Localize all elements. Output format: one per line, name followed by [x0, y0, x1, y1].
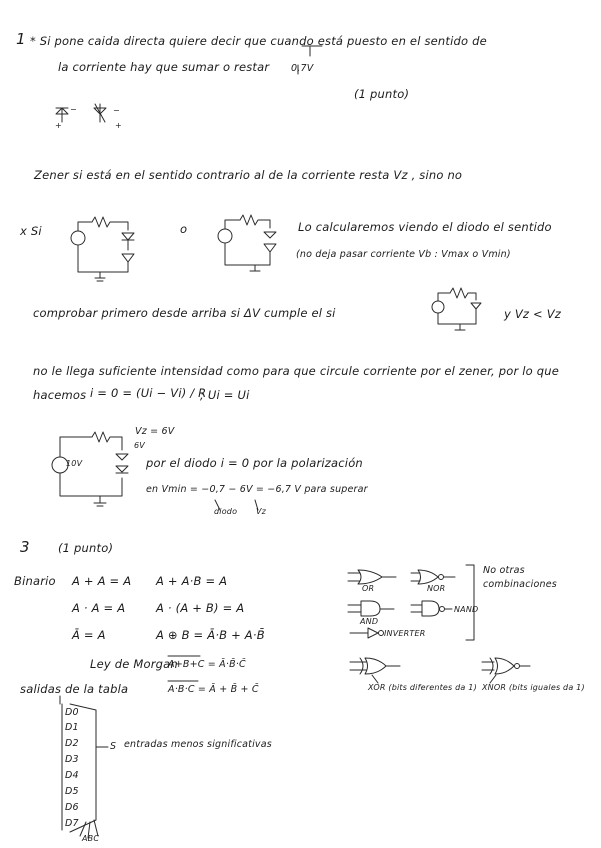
- circuit-source-label: 10V: [66, 459, 83, 468]
- diode-plus-2: +: [115, 121, 122, 130]
- comprobar-line: comprobar primero desde arriba si ΔV cumple el si: [33, 306, 336, 320]
- mux-input-d5: D5: [65, 786, 79, 797]
- mux-input-d1: D1: [65, 722, 79, 733]
- vz-condition: y Vz < Vz: [504, 307, 562, 321]
- salidas-label: salidas de la tabla: [20, 682, 129, 696]
- sub-diodo: diodo: [214, 507, 238, 516]
- eq-3a: Ā = A: [72, 628, 106, 642]
- mux-bottom-label: ABC: [82, 834, 100, 843]
- gate-or-label: OR: [362, 584, 375, 593]
- gate-inverter: [350, 628, 384, 638]
- formula-2: ; Ui = Ui: [200, 388, 250, 402]
- mux-input-d3: D3: [65, 754, 79, 765]
- mux-select-note: entradas menos significativas: [124, 739, 272, 750]
- mux-input-d4: D4: [65, 770, 79, 781]
- eq-1a: A + A = A: [72, 574, 132, 588]
- gate-xnor-label: XNOR (bits iguales da 1): [482, 683, 585, 692]
- mux-output: S: [110, 741, 117, 752]
- diode-minus-2: −: [113, 106, 120, 115]
- eq-1b: A + A·B = A: [156, 574, 228, 588]
- mux-input-d7: D7: [65, 818, 79, 829]
- gate-nor: [411, 570, 455, 584]
- circuit-1: [71, 217, 134, 281]
- circuit-2: [218, 215, 276, 271]
- mux-input-d6: D6: [65, 802, 79, 813]
- question-3-points: (1 punto): [58, 541, 114, 555]
- question-1-number: 1: [16, 30, 26, 48]
- circuit-4: [52, 432, 128, 506]
- calc-line1: Lo calcularemos viendo el diodo el sentido: [298, 220, 552, 234]
- no-llega-line2: hacemos: [33, 388, 87, 402]
- binario-label: Binario: [14, 574, 56, 588]
- mux-input-d2: D2: [65, 738, 79, 749]
- en-vmin-line: en Vmin = −0,7 − 6V = −6,7 V para superar: [146, 484, 368, 495]
- eq-3b: A ⊕ B = Ā·B + A·B̄: [156, 628, 265, 642]
- no-llega-line1: no le llega suficiente intensidad como para que circule corriente por el zener, por lo que: [33, 364, 559, 378]
- xsi-label: x Si: [20, 224, 42, 238]
- gate-nor-label: NOR: [427, 584, 446, 593]
- eq-2a: A · A = A: [72, 601, 126, 615]
- gate-and: [348, 601, 394, 616]
- question-3-number: 3: [20, 538, 30, 556]
- question-1-line2: la corriente hay que sumar o restar: [58, 60, 270, 74]
- circuit-vz-label: Vz = 6V: [135, 426, 175, 437]
- gates-bracket: [466, 565, 474, 640]
- diode-symbol-forward: [56, 108, 68, 122]
- circuit-3: [432, 288, 481, 330]
- eq-2b: A · (A + B) = A: [156, 601, 245, 615]
- gate-inverter-label: INVERTER: [384, 629, 426, 638]
- gate-xor: [350, 658, 400, 683]
- gates-note: No otras combinaciones: [483, 565, 557, 590]
- formula-1: i = 0 = (Ui − Vi) / R: [90, 386, 207, 400]
- diode-minus-1: −: [70, 105, 77, 114]
- zener-line: Zener si está en el sentido contrario al de la corriente resta Vz , sino no: [34, 168, 463, 182]
- gate-or: [348, 570, 396, 584]
- por-diodo-line: por el diodo i = 0 por la polarización: [146, 456, 363, 470]
- gate-nand-label: NAND: [454, 605, 479, 614]
- sub-vz: Vz: [256, 507, 267, 516]
- gate-and-label: AND: [360, 617, 379, 626]
- morgan-1: A+B+C = Ā·B̄·C̄: [168, 659, 246, 670]
- question-1-value: 0,7V: [291, 63, 314, 74]
- gate-xor-label: XOR (bits diferentes da 1): [368, 683, 477, 692]
- diode-plus-1: +: [55, 121, 62, 130]
- calc-line2: (no deja pasar corriente Vb : Vmax o Vmin): [296, 249, 511, 260]
- question-1-points: (1 punto): [354, 87, 410, 101]
- morgan-2: A·B·C = Ā + B̄ + C̄: [168, 684, 259, 695]
- diode-symbol-crossed: [94, 104, 106, 122]
- mux-input-d0: D0: [65, 707, 79, 718]
- gate-nand: [411, 601, 452, 616]
- o-label: o: [180, 222, 188, 236]
- question-1-line1: * Si pone caida directa quiere decir que cuando está puesto en el sentido de: [30, 34, 487, 48]
- gate-xnor: [482, 658, 530, 683]
- circuit-v1-label: 6V: [134, 441, 145, 450]
- morgan-label: Ley de Morgan: [90, 657, 178, 671]
